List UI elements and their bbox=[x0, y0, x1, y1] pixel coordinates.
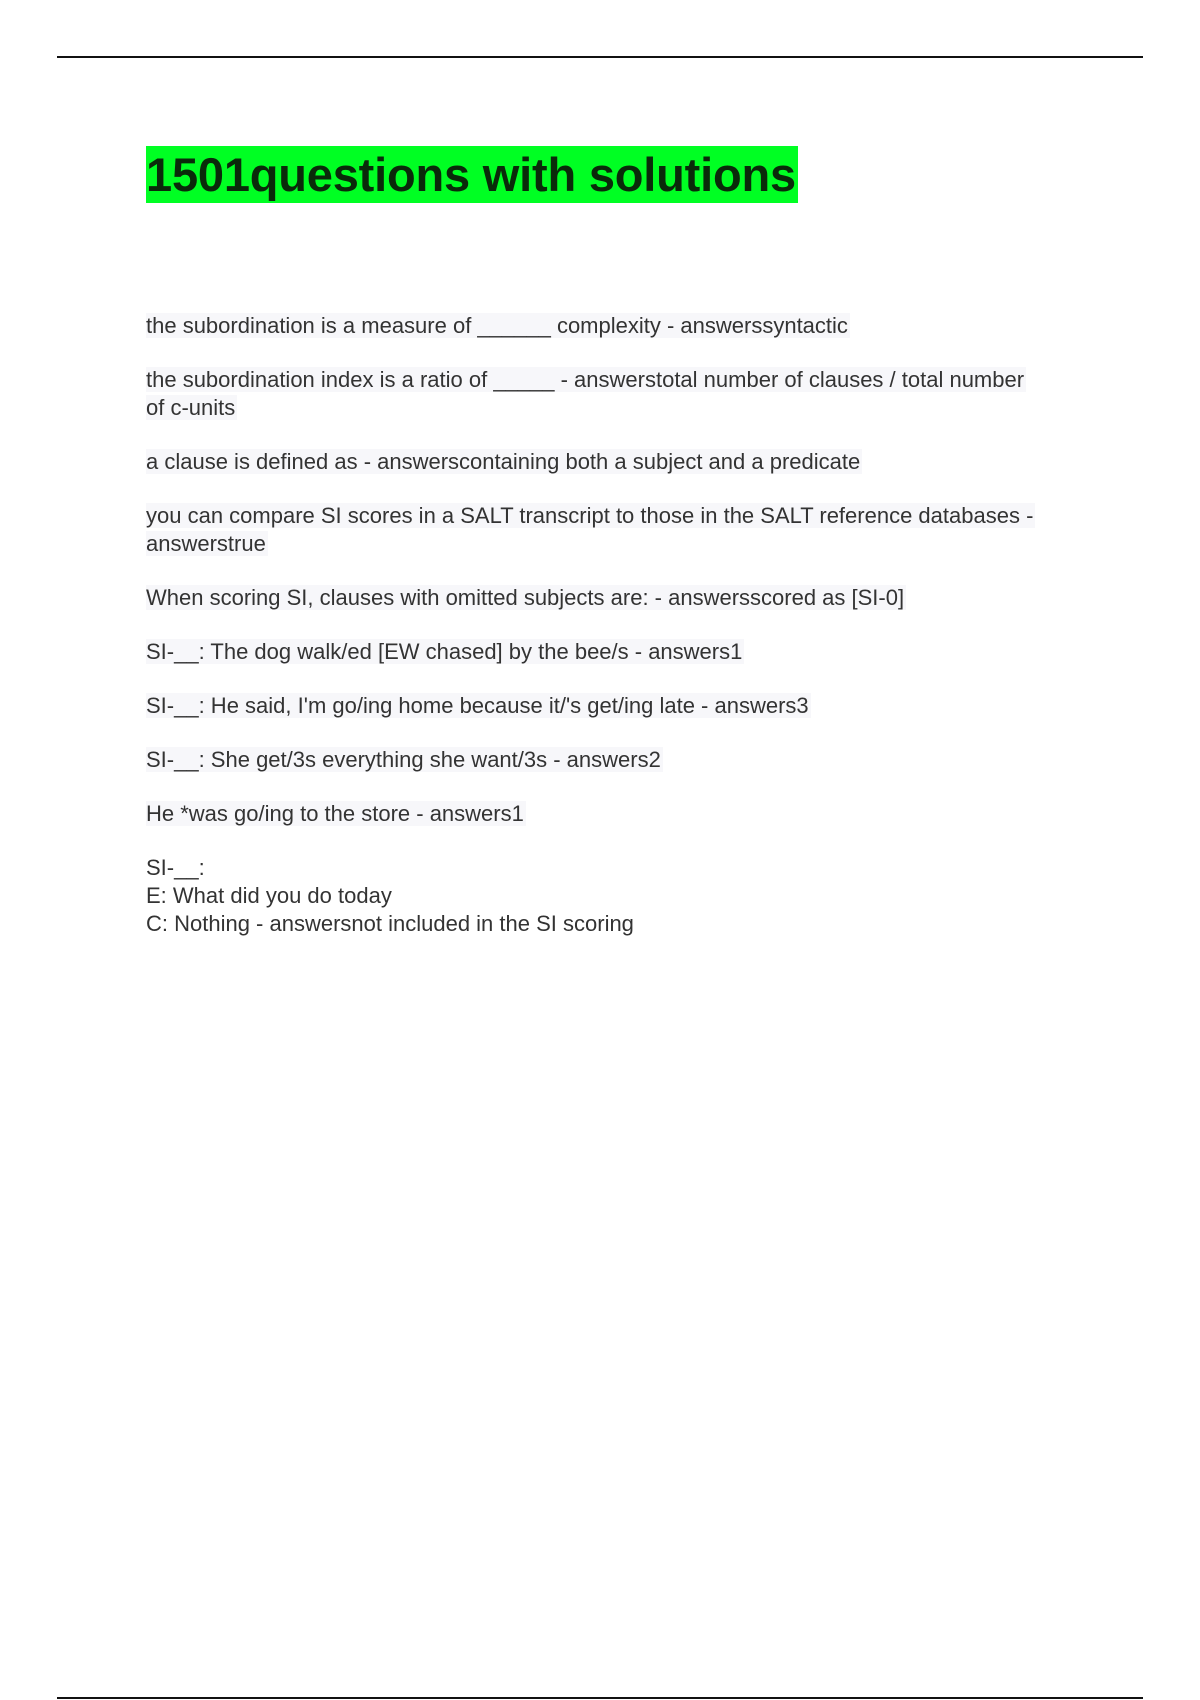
list-item bbox=[146, 502, 1046, 558]
list-item bbox=[146, 366, 1046, 422]
examiner-line: E: What did you do today bbox=[146, 883, 392, 908]
list-item-dialogue bbox=[146, 854, 1046, 938]
question-text: He *was go/ing to the store - answers1 bbox=[146, 801, 524, 826]
question-text: a clause is defined as - answerscontaining both a subject and a predicate bbox=[146, 449, 861, 474]
list-item bbox=[146, 692, 1046, 720]
list-item bbox=[146, 448, 1046, 476]
question-text: SI-__: She get/3s everything she want/3s - answers2 bbox=[146, 747, 661, 772]
question-text: the subordination is a measure of ______ complexity - answerssyntactic bbox=[146, 313, 848, 338]
question-prompt: SI-__: bbox=[146, 855, 205, 880]
question-text: SI-__: He said, I'm go/ing home because it/'s get/ing late - answers3 bbox=[146, 693, 809, 718]
question-text: you can compare SI scores in a SALT transcript to those in the SALT reference databases - answerstrue bbox=[146, 503, 1034, 556]
question-list bbox=[146, 312, 1046, 964]
bottom-rule bbox=[57, 1697, 1143, 1699]
question-text: When scoring SI, clauses with omitted subjects are: - answersscored as [SI-0] bbox=[146, 585, 905, 610]
child-line: C: Nothing - answersnot included in the SI scoring bbox=[146, 911, 634, 936]
question-text: SI-__: The dog walk/ed [EW chased] by the bee/s - answers1 bbox=[146, 639, 743, 664]
document-title: 1501questions with solutions bbox=[146, 148, 796, 201]
list-item bbox=[146, 800, 1046, 828]
list-item bbox=[146, 638, 1046, 666]
list-item bbox=[146, 312, 1046, 340]
question-text: the subordination index is a ratio of _____ - answerstotal number of clauses / total number of c-units bbox=[146, 367, 1025, 420]
list-item bbox=[146, 584, 1046, 612]
list-item bbox=[146, 746, 1046, 774]
top-rule bbox=[57, 56, 1143, 58]
